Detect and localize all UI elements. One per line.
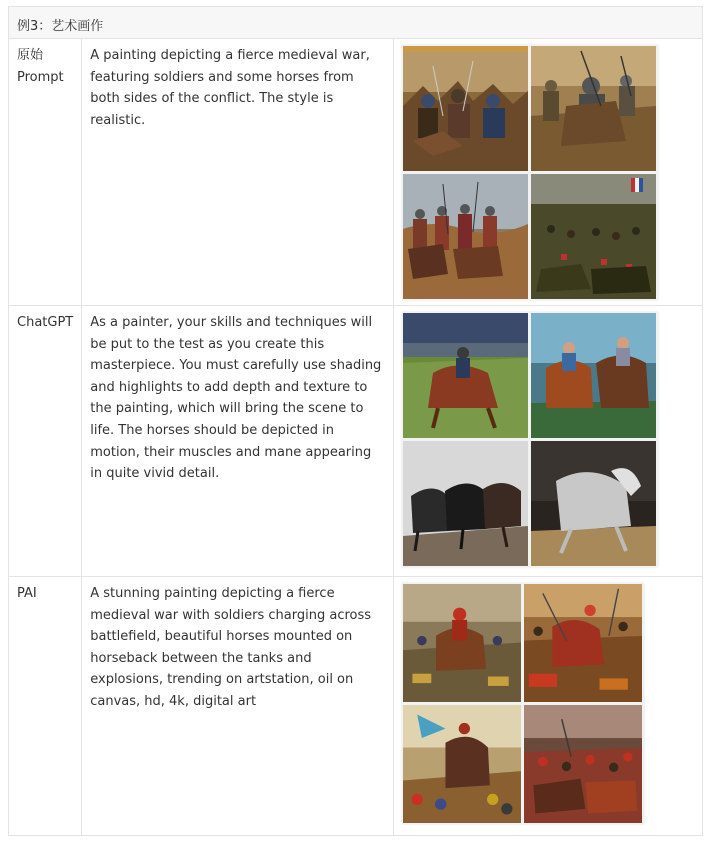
generated-image <box>531 441 656 566</box>
prompt-text: As a painter, your skills and techniques will be put to the test as you create this masterpiece. You must carefully use shading and highlights to add depth and texture to the painting, which will bring the scene to life. The horses should be depicted in motion, their muscles and mane appearing in quite vivid detail. <box>82 306 394 577</box>
prompt-text: A painting depicting a fierce medieval war, featuring soldiers and some horses from both sides of the conflict. The style is realistic. <box>82 39 394 306</box>
row-label-line: 原始 <box>17 48 44 63</box>
generated-image <box>531 313 656 438</box>
image-cell <box>394 39 703 306</box>
image-cell <box>394 577 703 836</box>
comparison-table <box>8 6 703 836</box>
generated-image <box>403 705 521 823</box>
image-grid <box>402 45 658 300</box>
image-grid <box>402 312 658 567</box>
generated-image <box>531 174 656 299</box>
generated-image <box>403 441 528 566</box>
row-label-line: ChatGPT <box>17 315 74 330</box>
row-label-line: PAI <box>17 586 37 601</box>
table-row <box>9 577 703 836</box>
row-label <box>9 306 82 577</box>
generated-image <box>403 584 521 702</box>
generated-image <box>403 46 528 171</box>
table-row <box>9 39 703 306</box>
generated-image <box>524 705 642 823</box>
generated-image <box>524 584 642 702</box>
prompt-text: A stunning painting depicting a fierce medieval war with soldiers charging across battlefield, beautiful horses mounted on horseback between the tanks and explosions, trending on artstation, oil on canvas, hd, 4k, digital art <box>82 577 394 836</box>
table-row <box>9 306 703 577</box>
row-label-line: Prompt <box>17 70 64 85</box>
image-cell <box>394 306 703 577</box>
generated-image <box>403 174 528 299</box>
generated-image <box>403 313 528 438</box>
image-grid <box>402 583 644 824</box>
row-label <box>9 39 82 306</box>
table-caption: 例3：艺术画作 <box>9 7 703 39</box>
generated-image <box>531 46 656 171</box>
row-label <box>9 577 82 836</box>
